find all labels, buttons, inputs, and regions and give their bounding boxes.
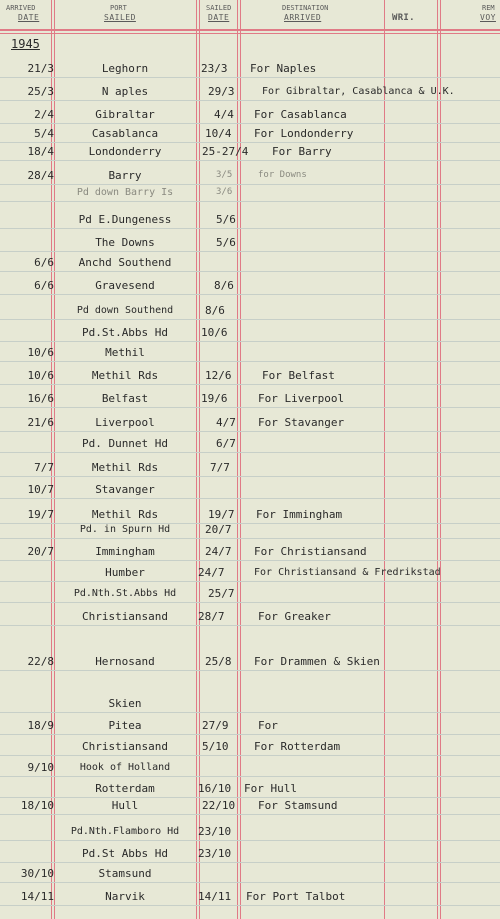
sailed-date: 20/7	[205, 523, 232, 536]
destination: For Rotterdam	[254, 740, 341, 753]
arrived-date: 9/10	[27, 761, 54, 774]
arrived-date: 20/7	[27, 545, 54, 558]
sailed-date: 12/6	[205, 369, 232, 382]
sailed-date: 29/3	[208, 85, 235, 98]
sailed-date: 3/5	[216, 170, 233, 180]
destination: For Drammen & Skien	[254, 655, 380, 668]
row-rule	[0, 407, 500, 408]
sailed-date: 25/7	[208, 587, 235, 600]
column-rule	[196, 0, 197, 919]
row-rule	[0, 498, 500, 499]
row-rule	[0, 341, 500, 342]
port-name: Christiansand	[81, 610, 169, 623]
row-rule	[0, 581, 500, 582]
sailed-date: 6/7	[216, 437, 236, 450]
column-rule	[384, 0, 385, 919]
row-rule	[0, 100, 500, 101]
port-name: Pd down Barry Is	[76, 187, 174, 198]
row-rule	[0, 361, 500, 362]
port-name: Pitea	[108, 719, 142, 732]
destination: For Barry	[272, 145, 332, 158]
port-name: Methil Rds	[91, 461, 159, 474]
destination: For Naples	[250, 62, 317, 75]
destination: For Port Talbot	[246, 890, 346, 903]
row-rule	[0, 882, 500, 883]
sailed-date: 14/11	[198, 890, 232, 903]
destination: For	[258, 719, 278, 732]
destination: For Christiansand	[254, 545, 367, 558]
row-rule	[0, 142, 500, 143]
arrived-date: 21/6	[27, 416, 54, 429]
column-rule	[54, 0, 55, 919]
row-rule	[0, 77, 500, 78]
row-rule	[0, 776, 500, 777]
port-name: Pd. Dunnet Hd	[81, 437, 169, 450]
port-name: Skien	[108, 697, 142, 710]
header-voy: VOY	[480, 13, 496, 22]
row-rule	[0, 734, 500, 735]
arrived-date: 18/4	[27, 145, 54, 158]
year-label: 1945	[11, 37, 40, 51]
port-name: Barry	[108, 169, 142, 182]
destination: For Gibraltar, Casablanca & U.K.	[262, 86, 455, 97]
sailed-date: 8/6	[214, 279, 234, 292]
port-name: Pd.Nth.Flamboro Hd	[70, 826, 180, 837]
row-rule	[0, 602, 500, 603]
destination: For Stamsund	[258, 799, 338, 812]
port-name: Methil	[105, 346, 145, 359]
arrived-date: 21/3	[27, 62, 54, 75]
sailed-date: 5/10	[202, 740, 229, 753]
column-rule	[437, 0, 438, 919]
sailed-date: 25-27/4	[202, 145, 249, 158]
port-name: Gravesend	[95, 279, 155, 292]
sailed-date: 7/7	[210, 461, 230, 474]
header-destination-top: DESTINATION	[282, 4, 329, 12]
column-rule	[237, 0, 238, 919]
row-rule	[0, 201, 500, 202]
header-sailed-top: SAILED	[206, 4, 232, 12]
port-name: Methil Rds	[91, 369, 159, 382]
header-rem-top: REM	[482, 4, 495, 12]
arrived-date: 14/11	[20, 890, 54, 903]
port-name: Pd.Nth.St.Abbs Hd	[73, 588, 177, 599]
port-name: Narvik	[105, 890, 145, 903]
port-name: Anchd Southend	[78, 256, 172, 269]
row-rule	[0, 228, 500, 229]
sailed-date: 24/7	[198, 566, 225, 579]
sailed-date: 5/6	[216, 213, 236, 226]
row-rule	[0, 123, 500, 124]
arrived-date: 2/4	[34, 108, 54, 121]
arrived-date: 10/6	[27, 346, 54, 359]
row-rule	[0, 670, 500, 671]
arrived-date: 10/6	[27, 369, 54, 382]
port-name: Stavanger	[95, 483, 155, 496]
port-name: Pd.St.Abbs Hd	[81, 326, 169, 339]
sailed-date: 24/7	[205, 545, 232, 558]
port-name: Leghorn	[101, 62, 149, 75]
sailed-date: 3/6	[216, 187, 233, 197]
destination: For Casablanca	[254, 108, 347, 121]
port-name: Stamsund	[98, 867, 152, 880]
sailed-date: 19/6	[201, 392, 228, 405]
row-rule	[0, 814, 500, 815]
column-rule	[240, 0, 241, 919]
port-name: Belfast	[101, 392, 149, 405]
arrived-date: 7/7	[34, 461, 54, 474]
port-name: Humber	[105, 566, 145, 579]
sailed-date: 28/7	[198, 610, 225, 623]
row-rule	[0, 538, 500, 539]
sailed-date: 25/8	[205, 655, 232, 668]
destination: For Belfast	[262, 369, 335, 382]
row-rule	[0, 862, 500, 863]
row-rule	[0, 384, 500, 385]
arrived-date: 30/10	[20, 867, 54, 880]
row-rule	[0, 755, 500, 756]
port-name: The Downs	[95, 236, 155, 249]
sailed-date: 23/10	[198, 825, 232, 838]
arrived-date: 25/3	[27, 85, 54, 98]
row-rule	[0, 797, 500, 798]
sailed-date: 23/10	[198, 847, 232, 860]
arrived-date: 19/7	[27, 508, 54, 521]
row-rule	[0, 452, 500, 453]
row-rule	[0, 160, 500, 161]
port-name: Pd.St Abbs Hd	[81, 847, 169, 860]
destination: For Christiansand & Fredrikstad	[254, 567, 441, 578]
arrived-date: 5/4	[34, 127, 54, 140]
header-destination-arrived: ARRIVED	[284, 13, 322, 22]
port-name: Pd E.Dungeness	[78, 213, 172, 226]
column-rule	[440, 0, 441, 919]
row-rule	[0, 184, 500, 185]
row-rule	[0, 905, 500, 906]
row-rule	[0, 251, 500, 252]
destination: For Londonderry	[254, 127, 354, 140]
sailed-date: 5/6	[216, 236, 236, 249]
port-name: Casablanca	[91, 127, 159, 140]
row-rule	[0, 431, 500, 432]
destination: For Hull	[244, 782, 297, 795]
header-port-top: PORT	[110, 4, 127, 12]
port-name: N aples	[101, 85, 149, 98]
port-name: Hernosand	[95, 655, 155, 668]
arrived-date: 6/6	[34, 256, 54, 269]
port-name: Londonderry	[88, 145, 162, 158]
row-rule	[0, 271, 500, 272]
row-rule	[0, 560, 500, 561]
port-name: Hull	[111, 799, 139, 812]
port-name: Gibraltar	[95, 108, 155, 121]
row-rule	[0, 625, 500, 626]
header-arrived-date: DATE	[18, 13, 40, 22]
sailed-date: 4/7	[216, 416, 236, 429]
row-rule	[0, 476, 500, 477]
port-name: Immingham	[95, 545, 155, 558]
destination: for Downs	[258, 170, 307, 180]
port-name: Rotterdam	[95, 782, 155, 795]
sailed-date: 8/6	[205, 304, 225, 317]
header-rule	[0, 33, 500, 34]
destination: For Immingham	[256, 508, 343, 521]
header-sailed-date: DATE	[208, 13, 230, 22]
header-wri: WRI.	[392, 13, 415, 23]
port-name: Liverpool	[95, 416, 155, 429]
arrived-date: 16/6	[27, 392, 54, 405]
header-arrived-top: ARRIVED	[6, 4, 36, 12]
destination: For Stavanger	[258, 416, 345, 429]
row-rule	[0, 319, 500, 320]
arrived-date: 22/8	[27, 655, 54, 668]
sailed-date: 19/7	[208, 508, 235, 521]
sailed-date: 4/4	[214, 108, 234, 121]
row-rule	[0, 712, 500, 713]
port-name: Pd. in Spurn Hd	[79, 524, 171, 535]
arrived-date: 10/7	[27, 483, 54, 496]
destination: For Greaker	[258, 610, 331, 623]
port-name: Christiansand	[81, 740, 169, 753]
sailed-date: 10/4	[205, 127, 232, 140]
sailed-date: 10/6	[201, 326, 228, 339]
row-rule	[0, 294, 500, 295]
sailed-date: 23/3	[201, 62, 228, 75]
header-rule	[0, 29, 500, 31]
header-port-sailed: SAILED	[104, 13, 136, 22]
destination: For Liverpool	[258, 392, 345, 405]
arrived-date: 6/6	[34, 279, 54, 292]
sailed-date: 16/10	[198, 782, 232, 795]
sailed-date: 27/9	[202, 719, 229, 732]
port-name: Hook of Holland	[79, 762, 171, 773]
row-rule	[0, 840, 500, 841]
port-name: Pd down Southend	[76, 305, 174, 316]
arrived-date: 18/9	[27, 719, 54, 732]
arrived-date: 18/10	[20, 799, 54, 812]
arrived-date: 28/4	[27, 169, 54, 182]
sailed-date: 22/10	[202, 799, 236, 812]
port-name: Methil Rds	[91, 508, 159, 521]
